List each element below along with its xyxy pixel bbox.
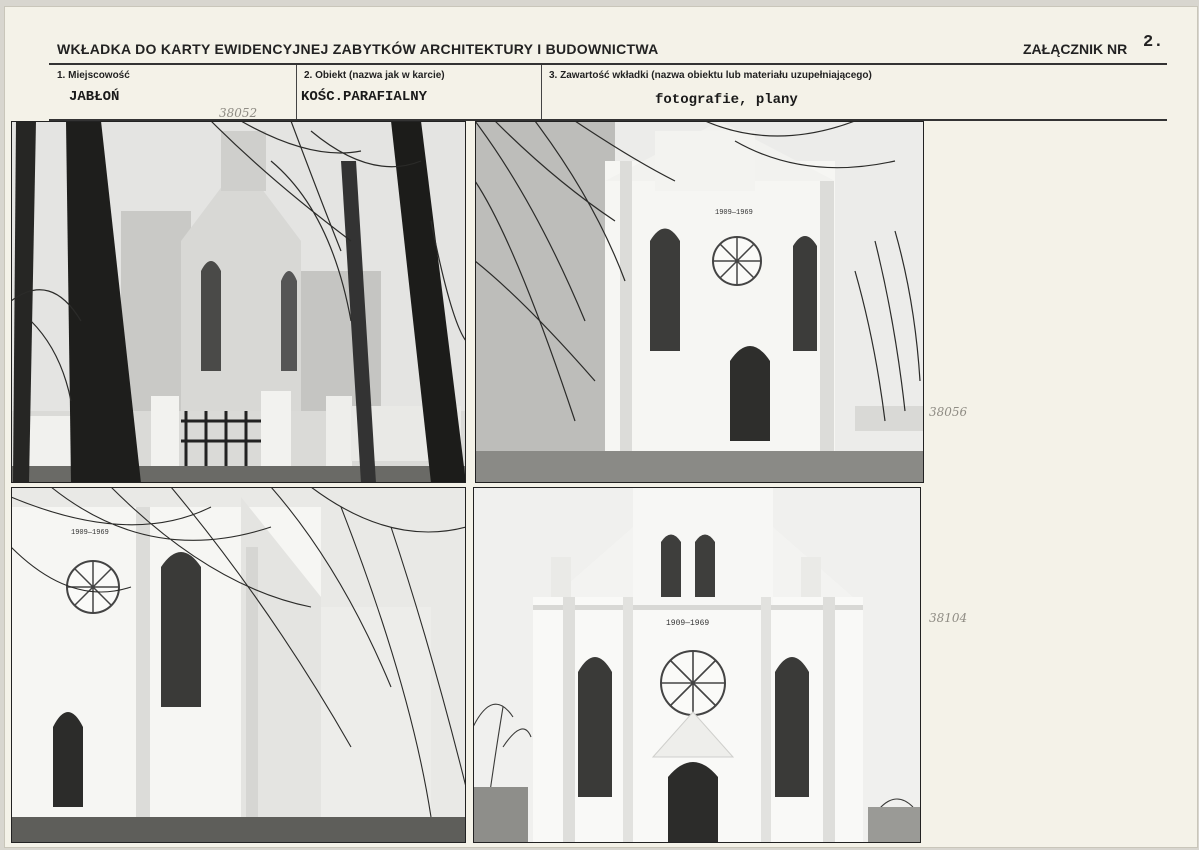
- photo-1-image: [11, 121, 466, 483]
- annex-number: 2.: [1143, 33, 1164, 52]
- pencil-note-1: 38052: [219, 106, 258, 120]
- photo-church-side-facade: [475, 121, 924, 483]
- field-label-contents: 3. Zawartość wkładki (nazwa obiektu lub materiału uzupełniającego): [549, 70, 872, 81]
- photo-3-inscription: 1909—1969: [71, 529, 109, 537]
- field-divider-2: [541, 65, 542, 119]
- photo-4-image: [473, 487, 921, 843]
- pencil-note-3: 38104: [929, 611, 968, 625]
- photo-4-inscription: 1909—1969: [666, 619, 710, 628]
- header-rule-top: [49, 63, 1167, 65]
- photo-3-image: [11, 487, 466, 843]
- pencil-note-2: 38056: [929, 405, 968, 419]
- field-value-place: JABŁOŃ: [69, 89, 120, 105]
- insert-sheet: [4, 6, 1198, 848]
- annex-label: ZAŁĄCZNIK NR: [1023, 41, 1128, 57]
- document-title: WKŁADKA DO KARTY EWIDENCYJNEJ ZABYTKÓW ARCHITEKTURY I BUDOWNICTWA: [57, 41, 659, 57]
- field-divider-1: [296, 65, 297, 119]
- photo-church-through-trees: [11, 121, 466, 483]
- photo-frontal-facade: [473, 487, 921, 843]
- field-label-place: 1. Miejscowość: [57, 70, 130, 81]
- photo-2-inscription: 1909—1969: [715, 209, 753, 217]
- field-value-contents: fotografie, plany: [655, 92, 798, 108]
- photo-2-image: [475, 121, 924, 483]
- field-value-object: KOŚC.PARAFIALNY: [301, 89, 428, 105]
- field-label-object: 2. Obiekt (nazwa jak w karcie): [304, 70, 445, 81]
- photo-facade-closeup: [11, 487, 466, 843]
